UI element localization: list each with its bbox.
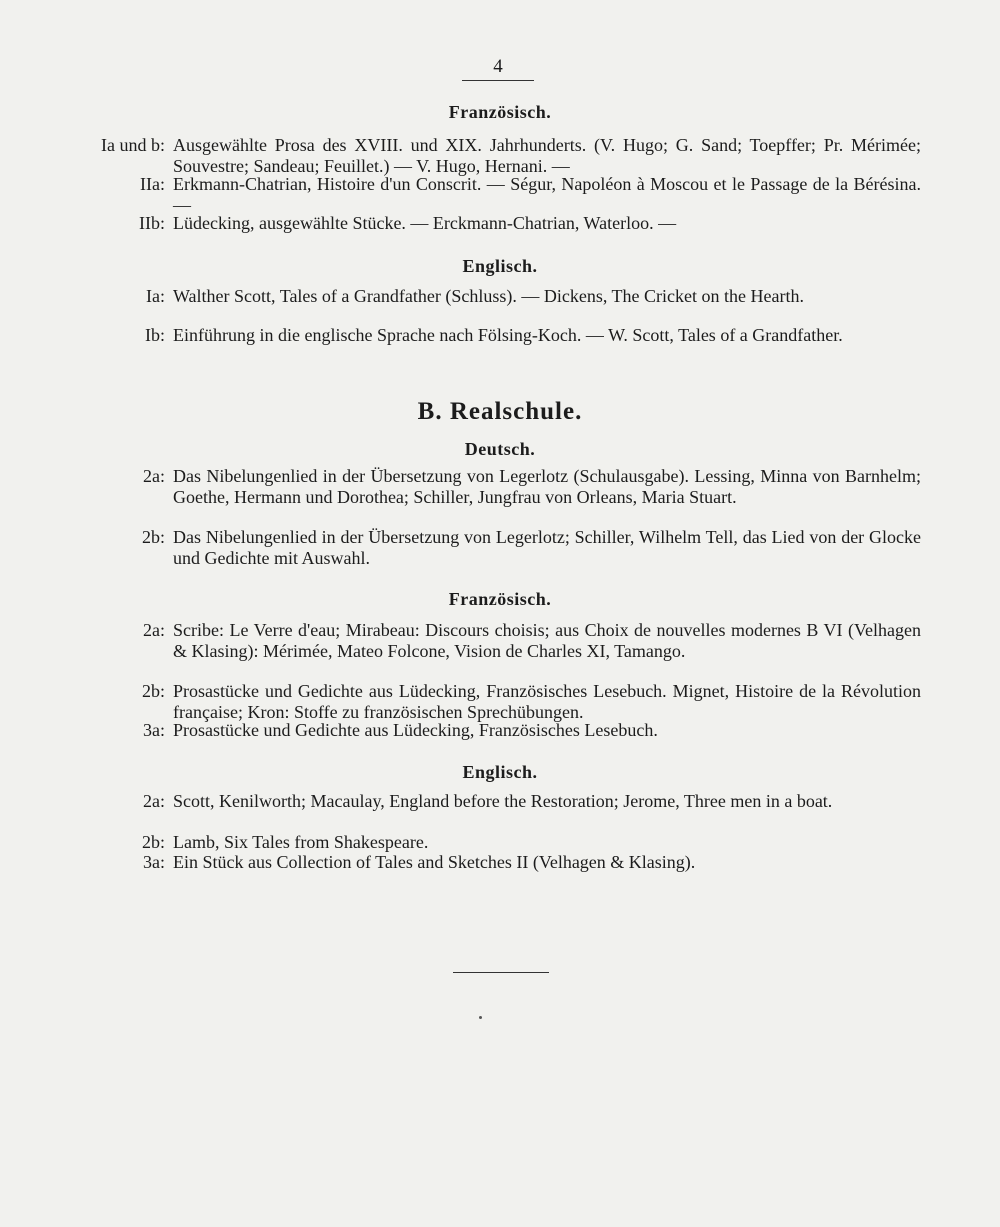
- entry-text: Ausgewählte Prosa des XVIII. und XIX. Jahrhunderts. (V. Hugo; G. Sand; Toepffer; Pr. Mérimée; Souvestre; Sandeau; Feuillet.) — V. Hugo, Hernani. —: [173, 135, 921, 176]
- heading-englisch-2: Englisch.: [462, 762, 538, 782]
- entry-text: Lamb, Six Tales from Shakespeare.: [173, 832, 429, 852]
- entry-label: 2a:: [143, 791, 165, 811]
- ink-dot: [479, 1016, 482, 1019]
- entry-label: 2b:: [141, 681, 165, 701]
- entry-label: Ib:: [145, 325, 165, 345]
- entry-label: 2a:: [143, 466, 165, 486]
- entry-label: 3a:: [143, 852, 165, 872]
- entry-text: Ein Stück aus Collection of Tales and Sketches II (Velhagen & Klasing).: [173, 852, 696, 872]
- entry-text: Walther Scott, Tales of a Grandfather (Schluss). — Dickens, The Cricket on the Hearth.: [173, 286, 804, 306]
- entry-text: Lüdecking, ausgewählte Stücke. — Erckmann-Chatrian, Waterloo. —: [173, 213, 677, 233]
- entry-text: Prosastücke und Gedichte aus Lüdecking, Französisches Lesebuch.: [173, 720, 658, 740]
- heading-englisch-1: Englisch.: [462, 256, 538, 276]
- entry-label: IIa:: [140, 174, 165, 194]
- entry-text: Das Nibelungenlied in der Übersetzung von Legerlotz; Schiller, Wilhelm Tell, das Lied von der Glocke und Gedichte mit Auswahl.: [173, 527, 921, 568]
- entry-label: 2b:: [141, 832, 165, 852]
- page-number: 4: [493, 56, 503, 77]
- page-number-rule: [462, 80, 534, 81]
- entry-label: 2b:: [141, 527, 165, 547]
- entry-text: Scribe: Le Verre d'eau; Mirabeau: Discours choisis; aus Choix de nouvelles modernes B VI (Velhagen & Klasing): Mérimée, Mateo Folcone, Vision de Charles XI, Tamango.: [173, 620, 921, 661]
- heading-realschule: B. Realschule.: [417, 398, 583, 425]
- entry-label: 3a:: [143, 720, 165, 740]
- entry-label: Ia und b:: [101, 135, 165, 155]
- entry-label: Ia:: [146, 286, 165, 306]
- heading-deutsch: Deutsch.: [464, 439, 536, 459]
- entry-text: Prosastücke und Gedichte aus Lüdecking, Französisches Lesebuch. Mignet, Histoire de la Révolution française; Kron: Stoffe zu französischen Sprechübungen.: [173, 681, 921, 722]
- closing-rule: [453, 972, 549, 973]
- entry-label: IIb:: [139, 213, 165, 233]
- entry-text: Erkmann-Chatrian, Histoire d'un Conscrit. — Ségur, Napoléon à Moscou et le Passage de la Bérésina. —: [173, 174, 921, 215]
- heading-franzoesisch-2: Französisch.: [448, 589, 552, 609]
- entry-label: 2a:: [143, 620, 165, 640]
- entry-text: Das Nibelungenlied in der Übersetzung von Legerlotz (Schulausgabe). Lessing, Minna von Barnhelm; Goethe, Hermann und Dorothea; Schiller, Jungfrau von Orleans, Maria Stuart.: [173, 466, 921, 507]
- entry-text: Einführung in die englische Sprache nach Fölsing-Koch. — W. Scott, Tales of a Grandfather.: [173, 325, 843, 345]
- entry-text: Scott, Kenilworth; Macaulay, England before the Restoration; Jerome, Three men in a boat.: [173, 791, 833, 811]
- heading-franzoesisch-1: Französisch.: [448, 102, 552, 122]
